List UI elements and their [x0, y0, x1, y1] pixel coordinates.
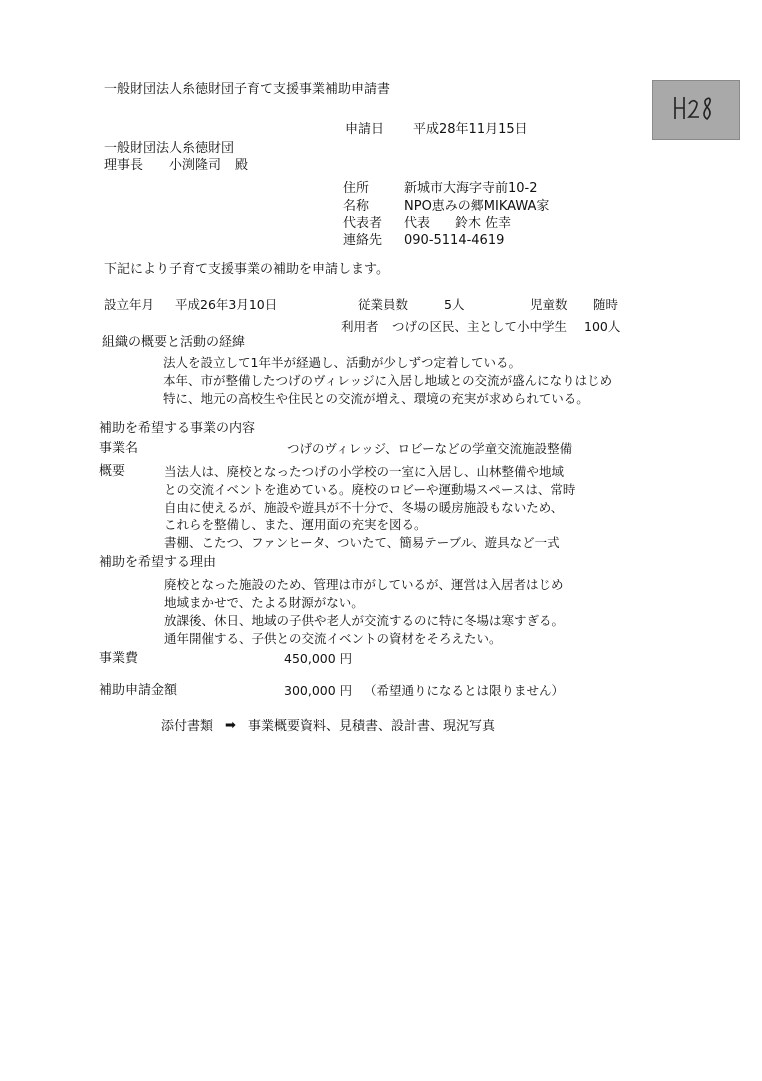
attachments-label: 添付書類 [161, 719, 214, 734]
users-label: 利用者 [341, 319, 379, 334]
employees-value: 5人 [444, 297, 465, 312]
employees-label: 従業員数 [358, 297, 409, 312]
users-value: つげの区民、主として小中学生 [392, 319, 568, 334]
reason-line: 地域まかせで、たよる財源がない。 [164, 595, 364, 610]
recipient-role: 理事長 [104, 158, 144, 173]
contact-value: 090-5114-4619 [404, 233, 505, 248]
reason-line: 放課後、休日、地域の子供や老人が交流するのに特に冬場は寒すぎる。 [164, 613, 565, 628]
project-name-value: つげのヴィレッジ、ロビーなどの学童交流施設整備 [287, 441, 573, 456]
project-heading: 補助を希望する事業の内容 [99, 421, 256, 436]
attachments-value: 事業概要資料、見積書、設計書、現況写真 [248, 719, 496, 734]
reason-heading: 補助を希望する理由 [99, 555, 217, 570]
contact-label: 連絡先 [343, 233, 383, 248]
founded-label: 設立年月 [104, 297, 155, 312]
children-value: 随時 [593, 297, 619, 312]
request-amount-label: 補助申請金額 [99, 683, 178, 698]
overview-line: 法人を設立して1年半が経過し、活動が少しずつ定着している。 [163, 355, 521, 370]
date-label: 申請日 [345, 122, 385, 137]
reason-line: 通年開催する、子供との交流イベントの資材をそろえたい。 [164, 631, 502, 646]
date-value: 平成28年11月15日 [413, 122, 528, 137]
summary-line: との交流イベントを進めている。廃校のロビーや運動場スペースは、常時 [164, 482, 576, 497]
representative-name: 鈴木 佐幸 [455, 216, 512, 231]
representative-title: 代表 [404, 216, 431, 231]
children-label: 児童数 [530, 297, 568, 312]
summary-line: 当法人は、廃校となったつげの小学校の一室に入居し、山林整備や地域 [164, 464, 565, 479]
recipient-org: 一般財団法人糸徳財団 [104, 141, 235, 156]
project-name-label: 事業名 [99, 441, 139, 456]
request-amount-note: （希望通りになるとは限りません） [364, 683, 565, 698]
overview-line: 本年、市が整備したつげのヴィレッジに入居し地域との交流が盛んになりはじめ [163, 373, 613, 388]
overview-line: 特に、地元の高校生や住民との交流が増え、環境の充実が求められている。 [163, 391, 589, 406]
recipient-honorific: 殿 [235, 158, 249, 173]
reason-line: 廃校となった施設のため、管理は市がしているが、運営は入居者はじめ [164, 577, 564, 592]
project-cost-label: 事業費 [99, 651, 139, 666]
summary-line: 自由に使えるが、施設や遊具が不十分で、冬場の暖房施設もないため、 [164, 500, 564, 515]
representative-label: 代表者 [343, 216, 383, 231]
name-label: 名称 [343, 199, 370, 214]
address-value: 新城市大海字寺前10-2 [404, 181, 538, 196]
summary-label: 概要 [99, 464, 126, 479]
document-title: 一般財団法人糸徳財団子育て支援事業補助申請書 [104, 82, 391, 97]
intro-text: 下記により子育て支援事業の補助を申請します。 [104, 262, 389, 277]
right-arrow-icon: ➡ [225, 718, 236, 733]
founded-value: 平成26年3月10日 [175, 297, 278, 312]
users-count: 100人 [584, 319, 621, 334]
stamp-box [652, 80, 740, 140]
summary-line: 書棚、こたつ、ファンヒータ、ついたて、簡易テーブル、遊具など一式 [164, 535, 560, 550]
summary-line: これらを整備し、また、運用面の充実を図る。 [164, 517, 427, 532]
name-value: NPO恵みの郷MIKAWA家 [404, 199, 550, 214]
handwritten-stamp-icon [671, 89, 721, 129]
project-cost-value: 450,000 円 [284, 651, 353, 666]
recipient-name: 小渕隆司 [169, 158, 222, 173]
overview-heading: 組織の概要と活動の経緯 [102, 335, 246, 350]
request-amount-value: 300,000 円 [284, 683, 353, 698]
address-label: 住所 [343, 181, 370, 196]
